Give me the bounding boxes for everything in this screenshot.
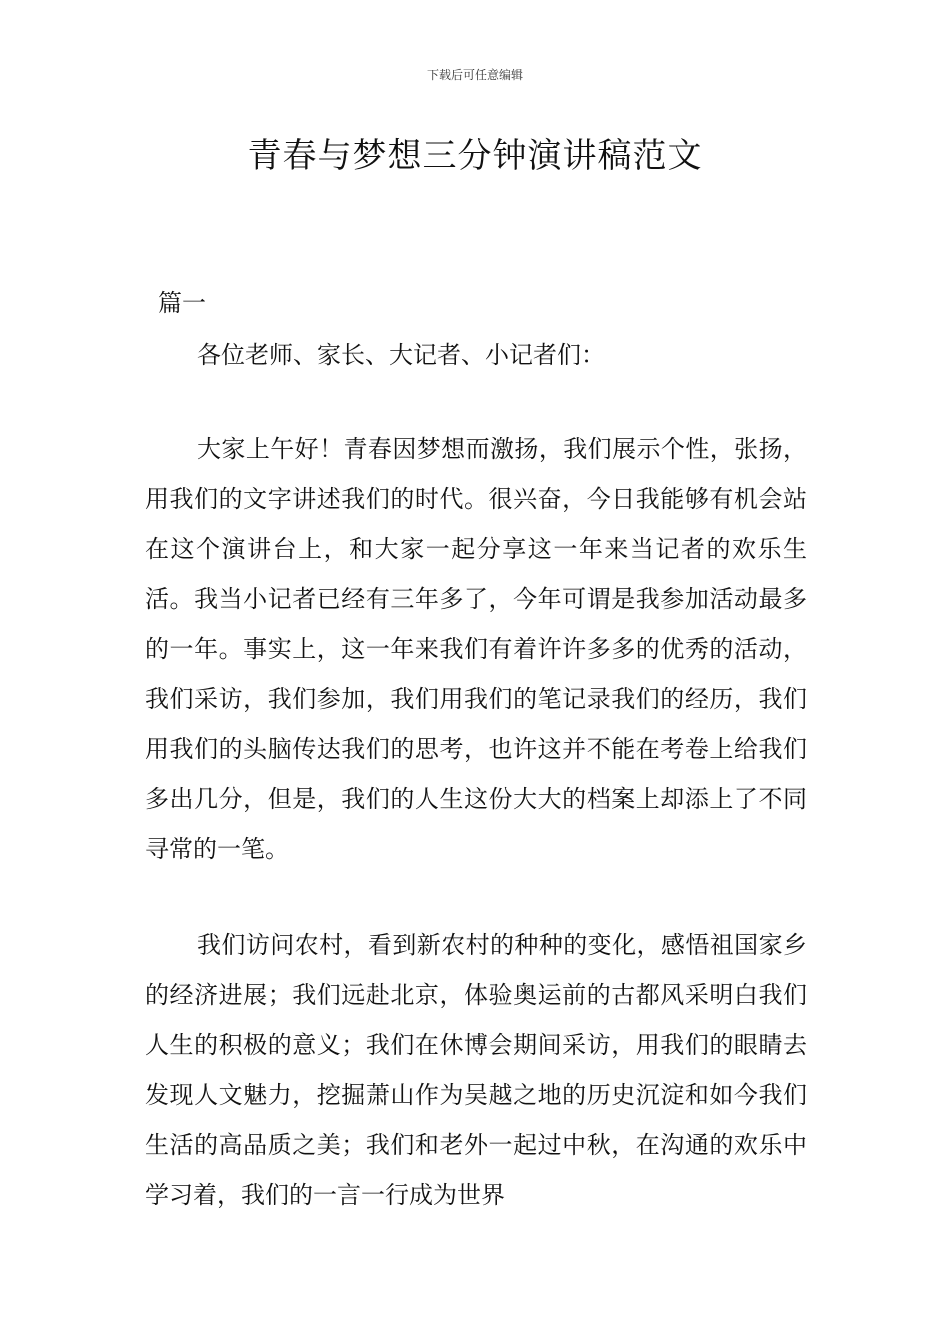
body-paragraph: 我们访问农村，看到新农村的种种的变化，感悟祖国家乡的经济进展；我们远赴北京，体验奥运前的古都风采明白我们人生的积极的意义；我们在休博会期间采访，用我们的眼睛去发现人文魅力，挖掘萧山作为吴越之地的历史沉淀和如今我们生活的高品质之美；我们和老外一起过中秋，在沟通的欢乐中学习着，我们的一言一行成为世界 xyxy=(145,931,807,1209)
body-paragraph: 大家上午好！青春因梦想而激扬，我们展示个性，张扬，用我们的文字讲述我们的时代。很兴奋，今日我能够有机会站在这个演讲台上，和大家一起分享这一年来当记者的欢乐生活。我当小记者已经有三年多了，今年可谓是我参加活动最多的一年。事实上，这一年来我们有着许许多多的优秀的活动，我们采访，我们参加，我们用我们的笔记录我们的经历，我们用我们的头脑传达我们的思考，也许这并不能在考卷上给我们多出几分，但是，我们的人生这份大大的档案上却添上了不同寻常的一笔。 xyxy=(145,435,807,863)
document-title: 青春与梦想三分钟演讲稿范文 xyxy=(247,136,703,176)
header-note: 下载后可任意编辑 xyxy=(426,68,523,82)
section-label: 篇一 xyxy=(158,289,206,317)
salutation: 各位老师、家长、大记者、小记者们： xyxy=(197,341,605,369)
